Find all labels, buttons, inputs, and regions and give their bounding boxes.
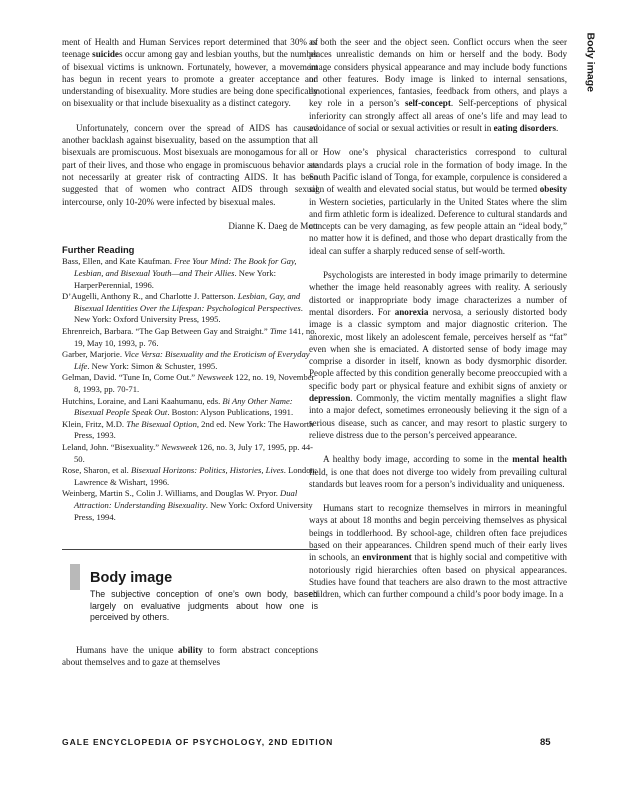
text-run: Gelman, David. “Tune In, Come Out.” [62,372,198,383]
text-run: 126, no. 3, July 17, 1995, pp. 44-50. [74,441,314,464]
text-run: field, is one that does not diverge too widely from prevailing cultural standards but leaves room for a person’s individuality and uniqueness. [309,466,567,489]
text-run: Klein, Fritz, M.D. [62,418,127,429]
bold-term: environment [362,552,412,563]
left-paragraph-2: Unfortunately, concern over the spread of AIDS has caused another backlash against bisexuality, based on the assumption that all bisexuals are promiscuous. Most bisexuals are monogamous for all or part of their lives, and those who engage in promiscuous behavior are not necessarily at greater risk of contracting AIDS. It has been suggested that of women who contract AIDS through sexual intercourse, only 10-20% were infected by bisexual males. [62,122,318,207]
reference-item [62,488,318,523]
text-run: Humans start to recognize themselves in mirrors in meaningful ways at about 18 months and begin perceiving themselves as physical beings in toddlerhood. By school-age, children often face prejudices based on their appearances. Children spend much of their early lives in schools, an [309,503,567,563]
bold-term: self-concept [404,98,451,109]
italic-title: Newsweek [161,441,198,452]
text-run: Leland, John. “Bisexuality.” [62,441,162,452]
text-run: as both the seer and the object seen. Conflict occurs when the seer places unrealistic demands on him or herself and the body. Body image considers physical appearance and may include body functions or other features. Body image is linked to internal sensations, emotional experiences, fantasies, feedback from others, and plays a key role in a person’s [309,37,567,109]
bold-term: obesity [539,184,567,195]
text-run: Garber, Marjorie. [62,349,125,360]
reference-item [62,442,318,465]
italic-title: Time [269,326,287,337]
left-column [62,36,318,668]
entry-title: Body image [90,570,173,587]
reference-item [62,256,318,291]
italic-title: Newsweek [197,372,234,383]
text-run: A healthy body image, according to some in the [323,454,513,465]
text-run: 141, no. 19, May 10, 1993, p. 76. [74,326,317,348]
author-signature: Dianne K. Daeg de Mott [228,220,318,231]
text-run: , 2nd ed. New York: The Haworth Press, 1993. [74,418,314,441]
right-paragraph-2 [309,146,567,257]
text-run: nervosa, a seriously distorted body image is a classic symptom and major diagnostic criterion. The anorexic, most likely an adolescent female, perceives herself as “fat” even when she is emaciated. A distorted sense of body image may comprise a disorder in itself, known as body dysmorphic disorder. People affected by this condition generally become preoccupied with a specific body part or physical feature and exhibit signs of anxiety or [309,306,567,391]
bold-term: anorexia [394,306,429,317]
text-run: . New York: Oxford University Press, 1994. [74,499,313,522]
bold-term: depression [309,393,351,404]
text-run: . New York: Simon & Schuster, 1995. [87,360,218,371]
reference-item [62,349,318,372]
entry-definition: The subjective conception of one’s own body, based largely on evaluative judgments about how one is perceived by others. [90,589,318,623]
text-run: . New York: HarperPerennial, 1996. [74,268,276,290]
italic-title: Vice Versa: Bisexuality and the Eroticism of Everyday Life [74,349,310,371]
reference-list [62,256,318,523]
text-run: Hutchins, Loraine, and Lani Kaahumanu, eds. [62,395,223,406]
right-paragraph-3 [309,269,567,441]
left-paragraph-3 [62,644,318,669]
italic-title: Free Your Mind: The Book for Gay, Lesbian, and Bisexual Youth—and Their Allies [74,256,297,279]
italic-title: Bi Any Other Name: Bisexual People Speak Out [74,395,293,418]
text-run: to form abstract conceptions about themselves and to gaze at themselves [62,644,318,667]
italic-title: Bisexual Horizons: Politics, Histories, Lives [130,465,284,476]
bold-term: mental health [512,454,567,465]
text-run: . Boston: Alyson Publications, 1991. [167,407,294,418]
reference-item [62,326,318,349]
text-run: in Western societies, particularly in the United States where the slim and firm athletic form is idealized. Deference to cultural standards and concepts can be very damaging, as few people attain an “ideal body,” no matter how it is defined, and those who depart drastically from the ideal can suffer a sharply reduced sense of self-worth. [309,196,567,256]
right-paragraph-5 [309,502,567,600]
right-paragraph-1 [309,36,567,134]
text-run: Ehrenreich, Barbara. “The Gap Between Gay and Straight.” [62,326,270,337]
bold-term: suicide [92,49,119,60]
text-run: Psychologists are interested in body image primarily to determine whether the image held reasonably agrees with reality. A seriously distorted or inappropriate body image characterizes a number of mental disorders. For [309,270,567,317]
text-run: Bass, Ellen, and Kate Kaufman. [62,256,175,267]
text-run: . London: Lawrence & Wishart, 1996. [74,465,318,487]
reference-item [62,465,318,488]
page-number: 85 [540,737,551,748]
italic-title: Lesbian, Gay, and Bisexual Identities Over the Lifespan: Psychological Perspectives [74,291,301,313]
reference-item [62,372,318,395]
text-run: How one’s physical characteristics correspond to cultural standards plays a crucial role in the formation of body image. In the South Pacific island of Tonga, for example, corpulence is considered a sign of wealth and elevated social status, but would be termed [309,147,567,195]
bold-term: ability [178,644,203,655]
italic-title: The Bisexual Option [126,418,197,429]
reference-item [62,291,318,326]
right-paragraph-4 [309,453,567,490]
text-run: that is highly social and competitive with notoriously rigid hierarchies often based on physical appearances. Studies have found that teachers are also drawn to the most attractive children, which can further compound a child’s poor body image. In a [309,552,567,600]
text-run: 122, no. 19, November 8, 1993, pp. 70-71. [74,372,315,394]
further-reading-heading: Further Reading [62,244,135,256]
reference-item [62,419,318,442]
text-run: Humans have the unique [76,644,179,655]
bold-term: eating disorders [493,123,556,134]
entry-header [62,549,318,624]
entry-marker-bar [70,564,80,590]
left-paragraph-1 [62,36,318,110]
text-run: . Self-perceptions of physical inferiority can strongly affect all areas of one’s life and may lead to avoidance of social or sexual activities or result in [309,98,567,134]
running-head: Body image [585,32,597,92]
text-run: Weinberg, Martin S., Colin J. Williams, and Douglas W. Pryor. [62,488,281,499]
text-run: . [556,123,559,134]
text-run: ment of Health and Human Services report determined that 30% of teenage [62,37,318,60]
text-run: s occur among gay and lesbian youths, but the number of bisexual victims is unknown. Fortunately, however, a movement has begun in recent years to promote a greater acceptance and understanding of bisexuality. More studies are being done specifically on bisexuality or that include bisexuality as a distinct category. [62,49,318,109]
text-run: Rose, Sharon, et al. [62,465,131,476]
text-run: . Commonly, the victim mentally magnifies a slight flaw into a major defect, sometimes erroneously believing it the sign of a serious disease, such as cancer, and may resort to plastic surgery to relieve distress due to the person’s perceived appearance. [309,393,567,440]
right-column [309,36,567,600]
reference-item [62,396,318,419]
text-run: . New York: Oxford University Press, 1995. [74,302,303,325]
text-run: D’Augelli, Anthony R., and Charlotte J. Patterson. [62,291,238,302]
footer-publication: GALE ENCYCLOPEDIA OF PSYCHOLOGY, 2ND EDITION [62,737,334,747]
italic-title: Dual Attraction: Understanding Bisexuality [74,488,298,510]
